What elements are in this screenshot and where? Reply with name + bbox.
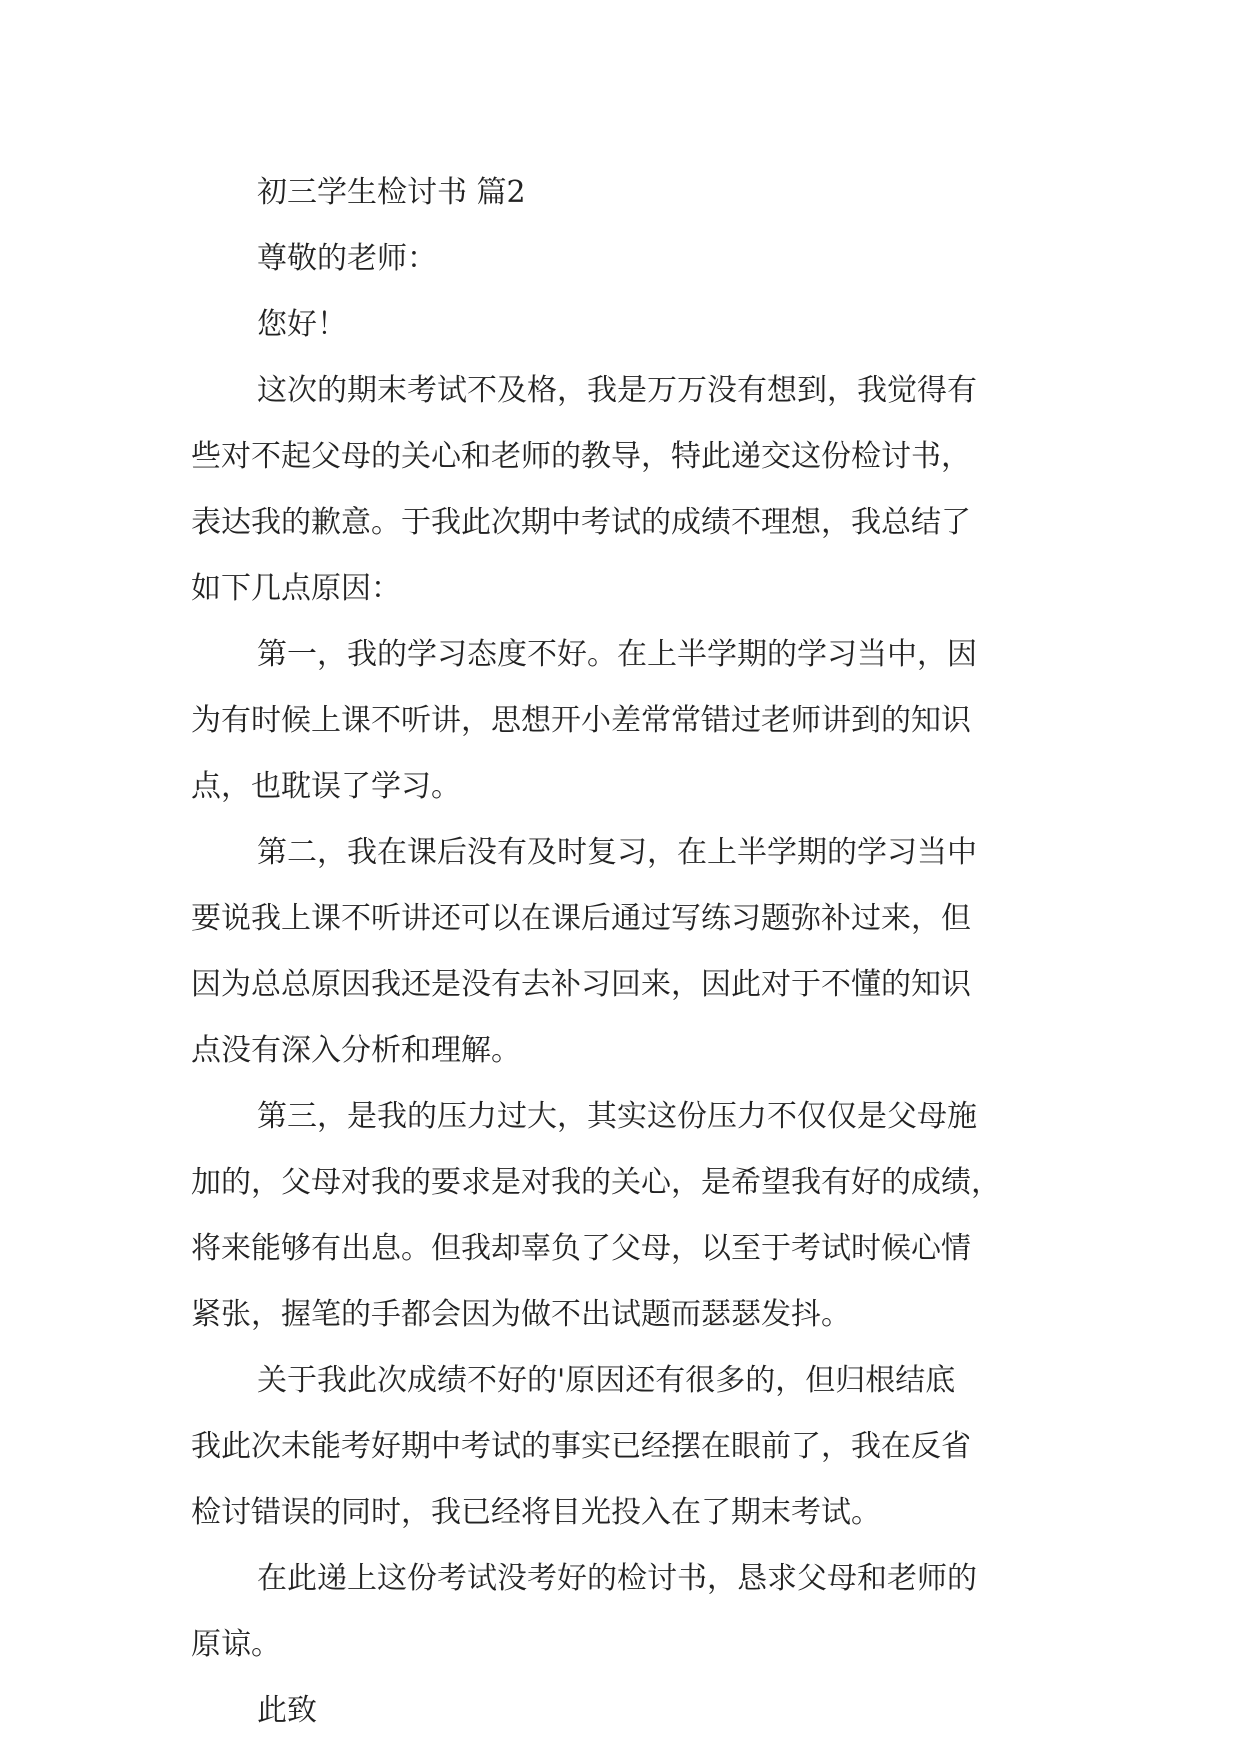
paragraph-2 [191, 622, 1059, 820]
paragraph-line: 如下几点原因： [191, 571, 401, 606]
paragraph-line: 点，也耽误了学习。 [191, 769, 461, 804]
paragraph-line: 紧张，握笔的手都会因为做不出试题而瑟瑟发抖。 [191, 1297, 851, 1332]
paragraph-4 [191, 1084, 1059, 1348]
paragraph-3 [191, 820, 1059, 1084]
salutation: 尊敬的老师： [257, 241, 437, 276]
paragraph-5 [191, 1348, 1059, 1546]
paragraph-1 [191, 358, 1059, 622]
paragraph-line: 加的，父母对我的要求是对我的关心，是希望我有好的成绩， [191, 1165, 1001, 1200]
paragraph-line: 为有时候上课不听讲，思想开小差常常错过老师讲到的知识 [191, 703, 971, 738]
paragraph-line: 在此递上这份考试没考好的检讨书，恳求父母和老师的 [257, 1561, 977, 1596]
document-title: 初三学生检讨书 篇2 [257, 175, 526, 210]
greeting: 您好！ [257, 307, 347, 342]
paragraph-line: 第三，是我的压力过大，其实这份压力不仅仅是父母施 [257, 1099, 977, 1134]
paragraph-line: 关于我此次成绩不好的'原因还有很多的，但归根结底 [257, 1363, 956, 1398]
paragraph-line: 因为总总原因我还是没有去补习回来，因此对于不懂的知识 [191, 967, 971, 1002]
paragraph-line: 点没有深入分析和理解。 [191, 1033, 521, 1068]
paragraph-line: 表达我的歉意。于我此次期中考试的成绩不理想，我总结了 [191, 505, 971, 540]
closing: 此致 [257, 1693, 317, 1728]
paragraph-line: 原谅。 [191, 1627, 281, 1662]
document-page [191, 160, 1059, 1744]
paragraph-line: 这次的期末考试不及格，我是万万没有想到，我觉得有 [257, 373, 977, 408]
paragraph-line: 要说我上课不听讲还可以在课后通过写练习题弥补过来，但 [191, 901, 971, 936]
paragraph-line: 些对不起父母的关心和老师的教导，特此递交这份检讨书， [191, 439, 971, 474]
paragraph-line: 我此次未能考好期中考试的事实已经摆在眼前了，我在反省 [191, 1429, 971, 1464]
paragraph-line: 检讨错误的同时，我已经将目光投入在了期末考试。 [191, 1495, 881, 1530]
paragraph-line: 第一，我的学习态度不好。在上半学期的学习当中，因 [257, 637, 977, 672]
paragraph-line: 第二，我在课后没有及时复习，在上半学期的学习当中 [257, 835, 977, 870]
paragraph-line: 将来能够有出息。但我却辜负了父母，以至于考试时候心情 [191, 1231, 971, 1266]
paragraph-6 [191, 1546, 1059, 1678]
